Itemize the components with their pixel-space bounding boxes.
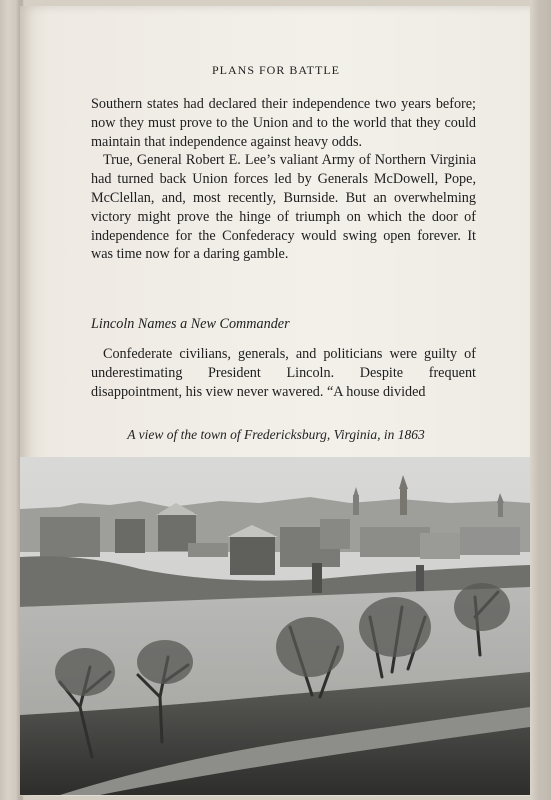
section-subheading: Lincoln Names a New Commander (91, 316, 290, 332)
body-text (91, 95, 476, 264)
paragraph-1: Southern states had declared their independence two years before; now they must prove to the Union and to the world that they could maintain that independence against heavy odds. (91, 96, 476, 150)
paragraph-3: Confederate civilians, generals, and politicians were guilty of underestimating President Lincoln. Despite frequent disappointment, his view never wavered. “A house divided (91, 346, 476, 400)
fredericksburg-photo (20, 457, 530, 795)
running-head: PLANS FOR BATTLE (211, 63, 340, 77)
paragraph-2: True, General Robert E. Lee’s valiant Army of Northern Virginia had turned back Union forces led by Generals McDowell, Pope, McClellan, and, most recently, Burnside. But an overwhelming victory might prove the hinge of triumph on which the door of independence for the Confederacy would swing open forever. It was time now for a daring gamble. (91, 152, 476, 263)
figure-caption: A view of the town of Fredericksburg, Virginia, in 1863 (127, 427, 425, 442)
page-edge (530, 0, 551, 800)
